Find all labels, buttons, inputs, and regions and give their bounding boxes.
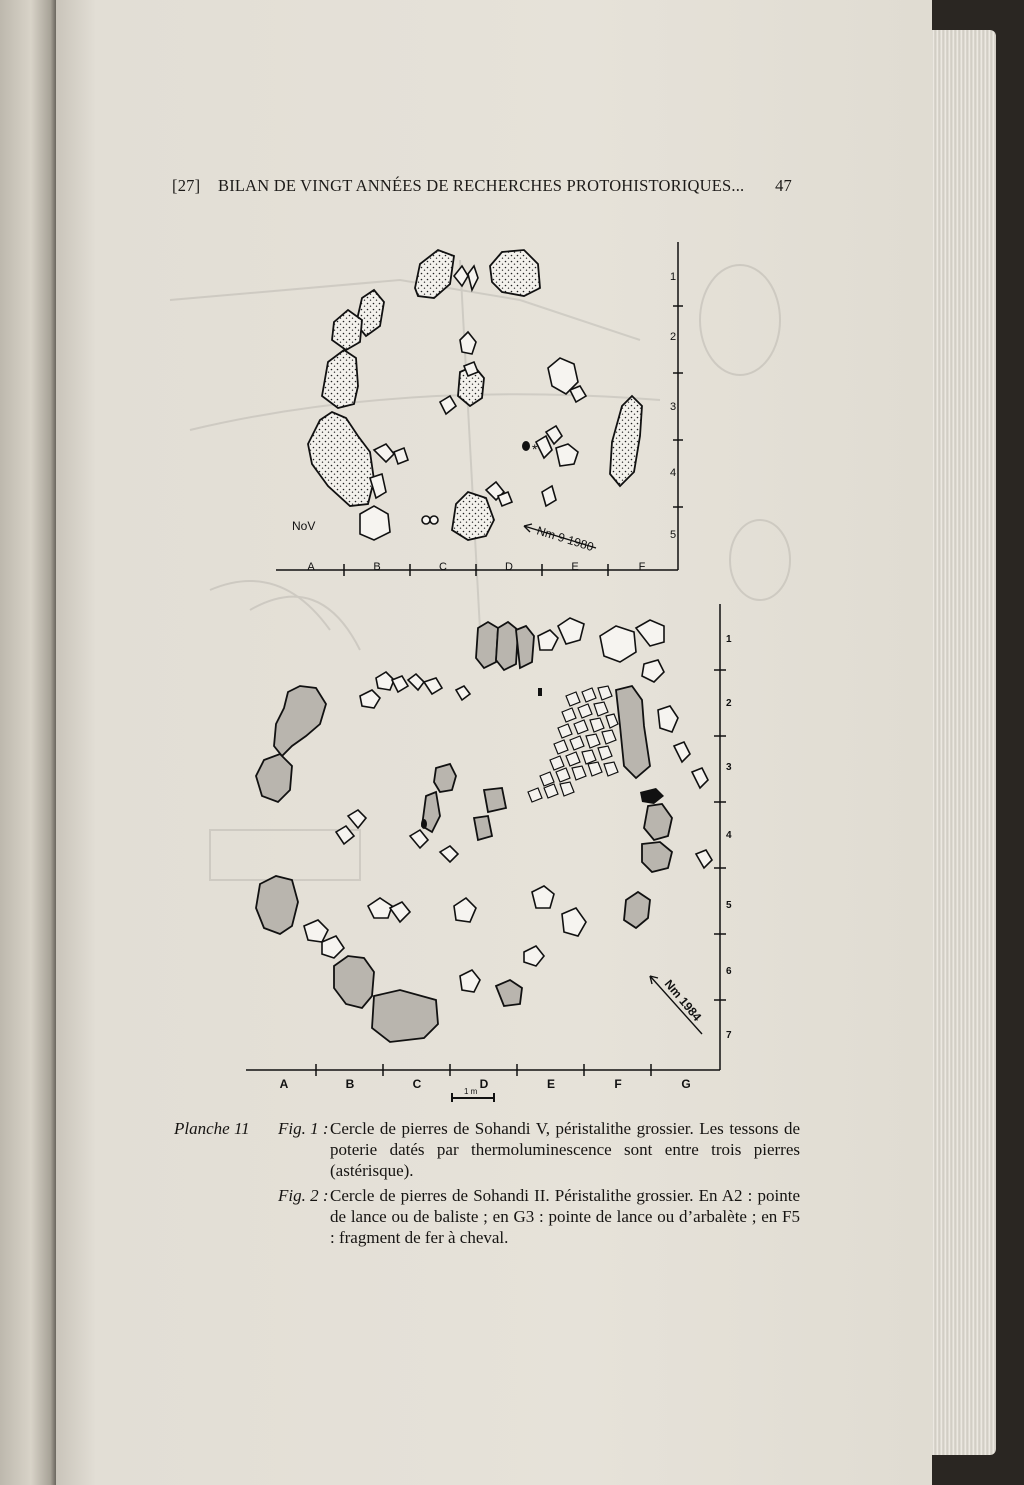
svg-text:G: G	[681, 1077, 691, 1091]
fig2-label: Fig. 2 :	[278, 1186, 329, 1205]
figure-1-dark-marker	[522, 441, 530, 451]
svg-text:B: B	[373, 561, 381, 573]
svg-text:C: C	[439, 561, 447, 573]
svg-text:3: 3	[670, 401, 677, 413]
page-number: 47	[775, 176, 792, 195]
figure-1-site-label: NoV	[292, 519, 316, 533]
svg-text:E: E	[546, 1077, 556, 1091]
plate-label: Planche 11	[174, 1119, 250, 1138]
svg-text:A: A	[279, 1077, 289, 1091]
chapter-reference: [27]	[172, 176, 201, 195]
figure-2-rubble	[528, 686, 618, 802]
svg-text:B: B	[345, 1077, 355, 1091]
figure-2-plan	[240, 596, 730, 1106]
svg-text:6: 6	[726, 966, 732, 977]
figure-2-scale-label: 1 m	[464, 1087, 478, 1096]
svg-text:C: C	[412, 1077, 422, 1091]
figure-caption	[150, 1118, 800, 1248]
svg-text:1: 1	[670, 271, 677, 283]
running-header	[172, 176, 792, 198]
figure-1-plan	[270, 236, 690, 576]
facing-page-edge	[0, 0, 56, 1485]
svg-text:F: F	[614, 1077, 622, 1091]
svg-text:1: 1	[726, 634, 732, 645]
figure-1-row-labels	[670, 271, 676, 541]
svg-text:5: 5	[670, 529, 677, 541]
svg-text:7: 7	[726, 1030, 732, 1041]
figure-2-column-labels	[280, 1077, 691, 1091]
fig2-caption: Cercle de pierres de Sohandi II. Péristalithe grossier. En A2 : pointe de lance ou de baliste ; en G3 : pointe de lance ou d’arbalète ; en F5 : fragment de fer à cheval.	[330, 1186, 800, 1247]
svg-text:4: 4	[726, 830, 732, 841]
svg-text:F: F	[638, 561, 646, 573]
svg-text:E: E	[571, 561, 579, 573]
svg-text:2: 2	[670, 331, 677, 343]
page-block-edges	[932, 30, 996, 1455]
svg-text:5: 5	[726, 900, 732, 911]
svg-text:3: 3	[726, 762, 732, 773]
fig1-label: Fig. 1 :	[278, 1119, 329, 1138]
svg-text:A: A	[307, 561, 315, 573]
svg-text:4: 4	[670, 467, 677, 479]
figure-1-north-label: Nm 9 1980	[535, 523, 596, 555]
svg-text:2: 2	[726, 698, 732, 709]
figure-1-asterisk: *	[532, 441, 538, 457]
figure-2-north-label: Nm 1984	[661, 976, 705, 1024]
figure-1-stones	[308, 250, 642, 540]
running-title: BILAN DE VINGT ANNÉES DE RECHERCHES PROTOHISTORIQUES...	[218, 176, 745, 195]
svg-text:D: D	[479, 1077, 489, 1091]
svg-text:D: D	[505, 561, 513, 573]
fig1-caption: Cercle de pierres de Sohandi V, péristalithe grossier. Les tessons de poterie datés par thermoluminescence sont entre trois pierres (astérisque).	[330, 1119, 800, 1180]
